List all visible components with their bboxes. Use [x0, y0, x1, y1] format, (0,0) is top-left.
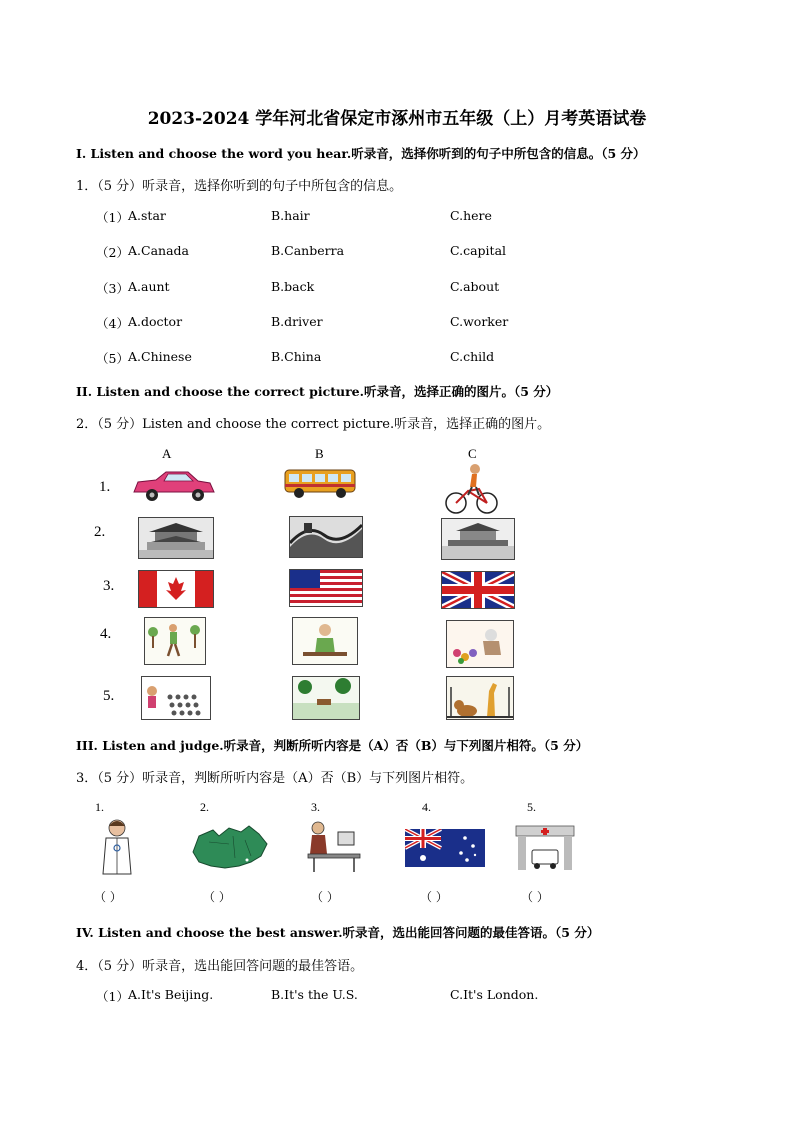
q1-option-b: B.Canberra [271, 243, 345, 258]
uk-flag-picture [441, 571, 515, 609]
forbidden-city-picture [138, 517, 214, 559]
office-worker-picture [302, 818, 362, 874]
q1-option-a: A.aunt [128, 279, 170, 294]
column-label-c: C [468, 446, 477, 461]
judge-item-number: 2. [200, 800, 209, 814]
picture-row-number: 2. [94, 524, 106, 540]
q1-option-c: C.worker [450, 314, 509, 329]
park-picture [292, 676, 360, 720]
car-picture [128, 468, 216, 504]
q4-option-c: C.It's London. [450, 987, 539, 1002]
zoo-picture [446, 676, 514, 720]
page-title: 2023-2024 学年河北省保定市涿州市五年级（上）月考英语试卷 [147, 109, 647, 129]
q1-row-number: （1） [96, 210, 129, 225]
judge-item-number: 4. [422, 800, 431, 814]
section-3-heading: III. Listen and judge.听录音，判断所听内容是（A）否（B）与下列图片相符。（5 分） [76, 738, 589, 753]
question-1-stem: 1．（5 分）听录音，选择你听到的句子中所包含的信息。 [76, 179, 403, 194]
bicycle-rider-picture [443, 461, 499, 515]
doctor-picture [98, 818, 136, 880]
judge-item-number: 5. [527, 800, 536, 814]
palace-square-picture [441, 518, 515, 560]
q1-option-a: A.Chinese [128, 349, 192, 364]
section-1-heading: I. Listen and choose the word you hear.听录音，选择你听到的句子中所包含的信息。（5 分） [76, 146, 646, 161]
australia-flag-picture [405, 829, 485, 867]
q1-row-number: （4） [96, 316, 129, 331]
answer-blank[interactable]: （ ） [420, 890, 448, 904]
q1-option-c: C.capital [450, 243, 507, 258]
answer-blank[interactable]: （ ） [521, 890, 549, 904]
q1-option-b: B.back [271, 279, 315, 294]
question-2-stem: 2．（5 分）Listen and choose the correct picture.听录音，选择正确的图片。 [76, 417, 551, 432]
q1-option-a: A.doctor [128, 314, 183, 329]
gardener-picture [446, 620, 514, 668]
q1-option-b: B.China [271, 349, 322, 364]
q1-option-c: C.child [450, 349, 495, 364]
q1-option-c: C.about [450, 279, 500, 294]
q1-option-b: B.driver [271, 314, 323, 329]
question-3-stem: 3．（5 分）听录音，判断所听内容是（A）否（B）与下列图片相符。 [76, 771, 474, 786]
question-4-stem: 4．（5 分）听录音，选出能回答问题的最佳答语。 [76, 959, 364, 974]
picture-row-number: 1. [99, 479, 111, 495]
walking-man-picture [144, 617, 206, 665]
hospital-picture [514, 822, 576, 874]
q1-option-c: C.here [450, 208, 492, 223]
q1-row-number: （2） [96, 245, 129, 260]
usa-flag-picture [289, 569, 363, 607]
canada-map-picture [189, 822, 271, 874]
q1-option-a: A.Canada [128, 243, 189, 258]
cook-picture [292, 617, 358, 665]
answer-blank[interactable]: （ ） [203, 890, 231, 904]
answer-blank[interactable]: （ ） [311, 890, 339, 904]
judge-item-number: 1. [95, 800, 104, 814]
q1-option-a: A.star [128, 208, 166, 223]
picture-row-number: 5. [103, 688, 115, 704]
judge-item-number: 3. [311, 800, 320, 814]
section-4-heading: IV. Listen and choose the best answer.听录音，选出能回答问题的最佳答语。（5 分） [76, 925, 600, 940]
q4-option-a: A.It's Beijing. [128, 987, 214, 1002]
column-label-a: A [162, 446, 172, 461]
q1-option-b: B.hair [271, 208, 310, 223]
column-label-b: B [315, 446, 324, 461]
section-2-heading: II. Listen and choose the correct picture.听录音，选择正确的图片。（5 分） [76, 384, 559, 399]
q1-row-number: （5） [96, 351, 129, 366]
picture-row-number: 4. [100, 626, 112, 642]
bus-picture [283, 466, 357, 500]
classroom-picture [141, 676, 211, 720]
picture-row-number: 3. [103, 578, 115, 594]
q4-row-number: （1） [96, 989, 129, 1004]
canada-flag-picture [138, 570, 214, 608]
q4-option-b: B.It's the U.S. [271, 987, 358, 1002]
answer-blank[interactable]: （ ） [94, 890, 122, 904]
q1-row-number: （3） [96, 281, 129, 296]
great-wall-picture [289, 516, 363, 558]
